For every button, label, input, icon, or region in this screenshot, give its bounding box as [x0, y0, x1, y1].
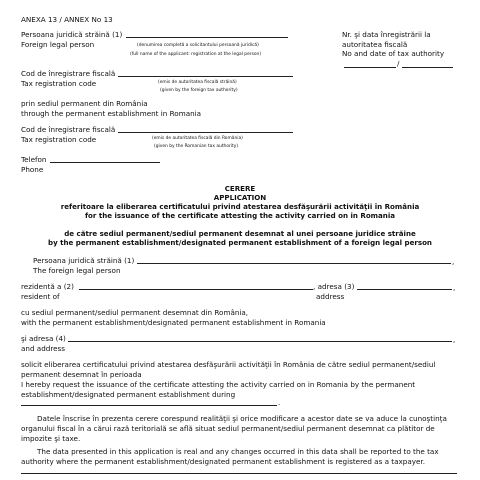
and-address-label-en: and address: [21, 344, 66, 353]
subtitle-en: for the issuance of the certificate attesting the activity carried on in Romania: [84, 211, 396, 220]
registration-date-field[interactable]: [402, 67, 453, 68]
tax-code-1-hint-ro: (emis de autoritatea fiscală străină): [158, 80, 237, 85]
address-label-en: address: [316, 292, 345, 301]
body-legal-label-en: The foreign legal person: [33, 266, 121, 275]
period-field[interactable]: [21, 405, 277, 406]
tax-code-2-label-en: Tax registration code: [21, 135, 97, 144]
title-ro: CERERE: [224, 184, 256, 193]
tax-code-1-hint-en: (given by the foreign tax authority): [160, 88, 238, 93]
legal-person-hint-ro: (denumirea completă a solicitantului persoană juridică): [137, 43, 259, 48]
phone-label-en: Phone: [21, 165, 44, 174]
resident-label-en: resident of: [21, 292, 60, 301]
legal-person-hint-en: (full name of the applicant: registration at the legal person): [130, 52, 262, 57]
resident-field[interactable]: [79, 289, 313, 290]
bottom-rule: [21, 473, 457, 474]
and-address-field[interactable]: [68, 341, 452, 342]
tax-code-1-label-en: Tax registration code: [21, 79, 97, 88]
with-pe-en: with the permanent establishment/designated permanent establishment in Romania: [21, 318, 326, 327]
legal-person-label-en: Foreign legal person: [21, 40, 95, 49]
registration-number-field[interactable]: [344, 67, 396, 68]
annex-label: ANEXA 13 / ANNEX No 13: [21, 15, 113, 24]
subtitle2-ro: de către sediul permanent/sediul permanent desemnat al unei persoane juridice străine: [64, 229, 416, 238]
address-label-ro: , adresa (3): [313, 282, 355, 291]
request-en-line1: I hereby request the issuance of the certificate attesting the activity carried on in Romania by the permanent: [21, 380, 416, 389]
legal-person-field[interactable]: [126, 37, 288, 38]
subtitle2-en: by the permanent establishment/designated permanent establishment of a foreign legal person: [48, 238, 432, 247]
body-legal-comma: ,: [452, 257, 455, 266]
registration-line3: No and date of tax authority: [342, 49, 445, 58]
declaration-en-line2: authority where the permanent establishment/designated permanent establishment is registered as a taxpayer.: [21, 457, 425, 466]
declaration-ro-line2: organului fiscal în a cărui rază teritorială se află situat sediul permanent/sediul permanent desemnat ca plătitor de: [21, 424, 435, 433]
through-pe-ro: prin sediul permanent din România: [21, 99, 148, 108]
and-address-label-ro: şi adresa (4): [21, 334, 66, 343]
address-field[interactable]: [357, 289, 452, 290]
tax-code-2-hint-en: (given by the Romanian tax authority): [154, 144, 239, 149]
title-en: APPLICATION: [213, 193, 267, 202]
legal-person-label-ro: Persoana juridică străină (1): [21, 30, 123, 39]
registration-slash: /: [397, 59, 400, 68]
request-ro-line2: permanent desemnat în perioada: [21, 370, 142, 379]
tax-code-2-label-ro: Cod de înregistrare fiscală: [21, 125, 116, 134]
request-ro-line1: solicit eliberarea certificatului privind atestarea desfăşurării activităţii în România de către sediul permanent/sediul: [21, 360, 436, 369]
tax-code-2-field[interactable]: [118, 132, 293, 133]
body-legal-field[interactable]: [137, 263, 451, 264]
body-legal-label-ro: Persoana juridică străină (1): [33, 256, 135, 265]
tax-code-1-field[interactable]: [118, 76, 293, 77]
tax-code-1-label-ro: Cod de înregistrare fiscală: [21, 69, 116, 78]
subtitle-ro: referitoare la eliberarea certificatului privind atestarea desfăşurării activităţii în România: [60, 202, 420, 211]
address-comma: ,: [453, 283, 456, 292]
registration-line2: autoritatea fiscală: [342, 40, 408, 49]
request-en-line2: establishment/designated permanent establishment during: [21, 390, 236, 399]
with-pe-ro: cu sediul permanent/sediul permanent desemnat din România,: [21, 308, 249, 317]
declaration-en-line1: The data presented in this application is real and any changes occurred in this data shall be reported to the tax: [37, 447, 439, 456]
phone-field[interactable]: [50, 162, 160, 163]
resident-label-ro: rezidentă a (2): [21, 282, 74, 291]
period-dot: .: [278, 398, 281, 407]
and-address-comma: ,: [453, 335, 456, 344]
tax-code-2-hint-ro: (emis de autoritatea fiscală din România): [152, 136, 243, 141]
through-pe-en: through the permanent establishment in Romania: [21, 109, 202, 118]
phone-label-ro: Telefon: [21, 155, 47, 164]
declaration-ro-line1: Datele înscrise în prezenta cerere corespund realităţii şi orice modificare a acestor date se va aduce la cunoştinţa: [37, 414, 447, 423]
registration-line1: Nr. şi data înregistrării la: [342, 30, 431, 39]
declaration-ro-line3: impozite şi taxe.: [21, 434, 81, 443]
